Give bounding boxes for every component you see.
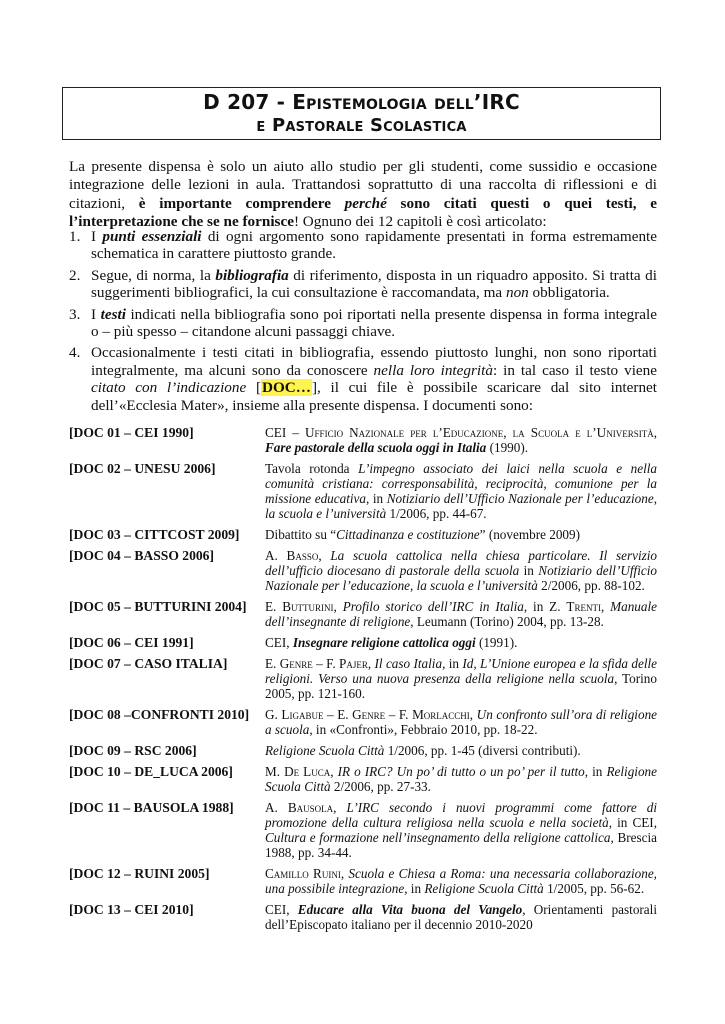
table-row: [DOC 01 – CEI 1990] CEI – Ufficio Nazionale per l’Educazione, la Scuola e l’Università, Fare pastorale della scuola oggi in Italia (1990).	[69, 425, 657, 455]
table-row: [DOC 02 – UNESU 2006] Tavola rotonda L’impegno associato dei laici nella scuola e nella comunità cristiana: corresponsabilità, reciprocità, comunione per la missione educativa, in Notiziario dell’Ufficio Nazionale per l’educazione, la scuola e l’università 1/2006, pp. 44-67.	[69, 461, 658, 521]
intro-bold-italic: perché	[344, 194, 387, 212]
intro-paragraph	[69, 158, 657, 232]
table-row: [DOC 11 – BAUSOLA 1988] A. Bausola, L’IRC secondo i nuovi programmi come fattore di promozione della cultura religiosa nella scuola e nella società, in CEI, Cultura e formazione nell’insegnamento della religione cattolica, Brescia 1988, pp. 34-44.	[69, 800, 657, 860]
intro-bold-1: è importante comprendere	[138, 194, 345, 212]
table-row: [DOC 10 – DE_LUCA 2006] M. De Luca, IR o IRC? Un po’ di tutto o un po’ per il tutto, in Religione Scuola Città 2/2006, pp. 27-33.	[69, 764, 657, 794]
list-item: 2. Segue, di norma, la bibliografia di riferimento, disposta in un riquadro apposito. Si tratta di suggerimenti bibliografici, la cui consultazione è raccomandata, ma non obbligatoria.	[69, 266, 657, 302]
table-row: [DOC 05 – BUTTURINI 2004] E. Butturini, Profilo storico dell’IRC in Italia, in Z. Trenti, Manuale dell’insegnante di religione, Leumann (Torino) 2004, pp. 13-28.	[69, 599, 658, 629]
intro-text-2: ! Ognuno dei 12 capitoli è così articolato:	[293, 213, 547, 231]
table-row: [DOC 12 – RUINI 2005] Camillo Ruini, Scuola e Chiesa a Roma: una necessaria collaborazione, una possibile integrazione, in Religione Scuola Città 1/2005, pp. 56-62.	[69, 866, 657, 896]
title-box	[62, 87, 661, 140]
doc-highlight: DOC…	[262, 379, 311, 397]
table-row: [DOC 06 – CEI 1991] CEI, Insegnare religione cattolica oggi (1991).	[69, 635, 518, 650]
table-row: [DOC 13 – CEI 2010] CEI, Educare alla Vita buona del Vangelo, Orientamenti pastorali dell’Episcopato italiano per il decennio 2010-2020	[69, 902, 657, 932]
documents-table	[69, 425, 657, 938]
list-item: 4. Occasionalmente i testi citati in bibliografia, essendo piuttosto lunghi, non sono riportati integralmente, ma alcuni sono da conoscere nella loro integrità: in tal caso il testo viene citato con l’indicazione [DOC…], il cui file è possibile scaricare dal sito internet dell’«Ecclesia Mater», insieme alla presente dispensa. I documenti sono:	[69, 344, 658, 414]
page-subtitle: e Pastorale Scolastica	[256, 115, 467, 136]
table-row: [DOC 09 – RSC 2006] Religione Scuola Città 1/2006, pp. 1-45 (diversi contributi).	[69, 743, 581, 758]
table-row: [DOC 03 – CITTCOST 2009] Dibattito su “Cittadinanza e costituzione” (novembre 2009)	[69, 527, 581, 542]
points-list	[69, 228, 657, 418]
intro-bold-2: sono citati questi o quei testi, e l’interpretazione che se ne fornisce	[69, 194, 657, 231]
table-row: [DOC 07 – CASO ITALIA] E. Genre – F. Pajer, Il caso Italia, in Id, L’Unione europea e la sfida delle religioni. Verso una nuova presenza della religione nella scuola, Torino 2005, pp. 121-160.	[69, 656, 657, 701]
list-item: 3. I testi indicati nella bibliografia sono poi riportati nella presente dispensa in forma integrale o – più spesso – citandone alcuni passaggi chiave.	[69, 305, 657, 341]
table-row: [DOC 04 – BASSO 2006] A. Basso, La scuola cattolica nella chiesa particolare. Il servizio dell’ufficio diocesano di pastorale della scuola in Notiziario dell’Ufficio Nazionale per l’educazione, la scuola e l’università 2/2006, pp. 88-102.	[69, 548, 658, 593]
page-title: D 207 - Epistemologia dell’IRC	[203, 90, 520, 114]
intro-text: La presente dispensa è solo un aiuto allo studio per gli studenti, come sussidio e occasione integrazione delle lezioni in aula. Trattandosi soprattutto di una raccolta di riflessioni e di citazioni,	[69, 158, 657, 212]
table-row: [DOC 08 –CONFRONTI 2010] G. Ligabue – E. Genre – F. Morlacchi, Un confronto sull’ora di religione a scuola, in «Confronti», Febbraio 2010, pp. 18-22.	[69, 707, 658, 737]
list-item: 1. I punti essenziali di ogni argomento sono rapidamente presentati in forma estremamente schematica in carattere piuttosto grande.	[69, 228, 657, 263]
